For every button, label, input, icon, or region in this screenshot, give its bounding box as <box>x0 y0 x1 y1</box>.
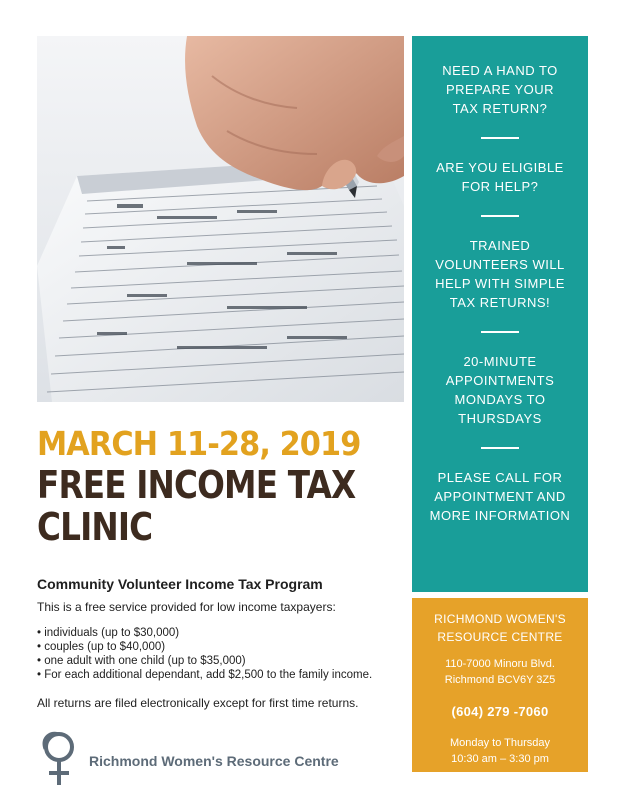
eligibility-item: • For each additional dependant, add $2,500 to the family income. <box>37 668 407 682</box>
contact-org-line1: RICHMOND WOMEN'S <box>434 612 566 626</box>
contact-org-line2: RESOURCE CENTRE <box>437 630 563 644</box>
eligibility-item: • individuals (up to $30,000) <box>37 626 407 640</box>
venus-symbol-icon <box>37 729 81 787</box>
program-intro: This is a free service provided for low income taxpayers: <box>37 600 336 614</box>
eligibility-item: • one adult with one child (up to $35,000) <box>37 654 407 668</box>
info-sidebar <box>412 36 588 592</box>
sidebar-divider <box>481 447 519 449</box>
contact-hours-days: Monday to Thursday <box>449 737 551 749</box>
org-logo-text: Richmond Women's Resource Centre <box>89 753 339 769</box>
org-logo <box>37 728 397 788</box>
sidebar-block-need-help: NEED A HAND TO PREPARE YOUR TAX RETURN? <box>442 63 558 116</box>
tax-form-illustration <box>37 36 404 402</box>
headline-title-line1: FREE INCOME TAX <box>37 463 356 507</box>
contact-hours-time: 10:30 am – 3:30 pm <box>451 753 549 765</box>
contact-panel <box>412 598 588 772</box>
hero-photo <box>37 36 404 402</box>
contact-address <box>412 656 588 688</box>
sidebar-block-call: PLEASE CALL FOR APPOINTMENT AND MORE INFORMATION <box>429 470 571 523</box>
contact-phone: (604) 279 -7060 <box>451 704 549 719</box>
program-title: Community Volunteer Income Tax Program <box>37 576 323 592</box>
headline <box>37 424 407 548</box>
contact-hours <box>412 735 588 767</box>
program-note: All returns are filed electronically except for first time returns. <box>37 696 359 710</box>
contact-address-line1: 110-7000 Minoru Blvd. <box>445 658 555 670</box>
sidebar-block-volunteers: TRAINED VOLUNTEERS WILL HELP WITH SIMPLE TAX RETURNS! <box>435 238 565 310</box>
sidebar-divider <box>481 137 519 139</box>
sidebar-block-eligible: ARE YOU ELIGIBLE FOR HELP? <box>436 160 564 194</box>
event-date: MARCH 11-28, 2019 <box>37 424 361 463</box>
contact-address-line2: Richmond BCV6Y 3Z5 <box>444 674 556 686</box>
headline-title-line2: CLINIC <box>37 505 153 549</box>
sidebar-divider <box>481 215 519 217</box>
program-details <box>37 576 407 710</box>
eligibility-list <box>37 626 407 682</box>
sidebar-divider <box>481 331 519 333</box>
eligibility-item: • couples (up to $40,000) <box>37 640 407 654</box>
sidebar-block-appointments: 20-MINUTE APPOINTMENTS MONDAYS TO THURSDAYS <box>445 354 555 426</box>
